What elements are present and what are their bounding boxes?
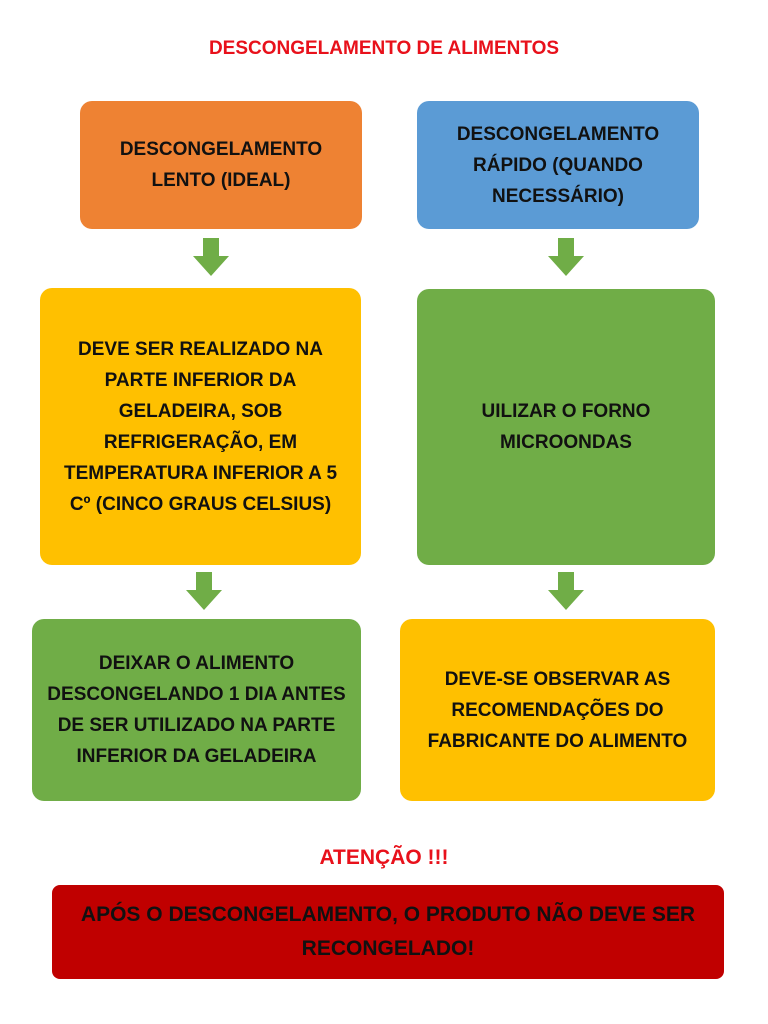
slow-thaw-step1-box bbox=[40, 288, 361, 565]
warning-text: APÓS O DESCONGELAMENTO, O PRODUTO NÃO DEVE SER RECONGELADO! bbox=[80, 903, 696, 960]
fast-thaw-step1-box bbox=[417, 289, 715, 565]
fast-thaw-header-text: DESCONGELAMENTO RÁPIDO (QUANDO NECESSÁRIO) bbox=[456, 123, 660, 207]
slow-thaw-step1-text: DEVE SER REALIZADO NA PARTE INFERIOR DA GELADEIRA, SOB REFRIGERAÇÃO, EM TEMPERATURA INFERIOR A 5 Cº (CINCO GRAUS CELSIUS) bbox=[63, 338, 338, 515]
page-title: DESCONGELAMENTO DE ALIMENTOS bbox=[208, 38, 560, 59]
fast-thaw-step2-text: DEVE-SE OBSERVAR AS RECOMENDAÇÕES DO FABRICANTE DO ALIMENTO bbox=[427, 668, 688, 752]
fast-thaw-step1-text: UILIZAR O FORNO MICROONDAS bbox=[481, 401, 651, 453]
slow-thaw-step2-box bbox=[32, 619, 361, 801]
arrow-down-icon bbox=[184, 572, 224, 612]
arrow-down-icon bbox=[546, 238, 586, 278]
slow-thaw-header-text: DESCONGELAMENTO LENTO (IDEAL) bbox=[119, 139, 323, 191]
attention-heading: ATENÇÃO !!! bbox=[319, 846, 449, 869]
arrow-down-icon bbox=[546, 572, 586, 612]
warning-box bbox=[52, 885, 724, 979]
arrow-down-icon bbox=[191, 238, 231, 278]
slow-thaw-step2-text: DEIXAR O ALIMENTO DESCONGELANDO 1 DIA ANTES DE SER UTILIZADO NA PARTE INFERIOR DA GELADEIRA bbox=[47, 653, 346, 767]
fast-thaw-header-box bbox=[417, 101, 699, 229]
fast-thaw-step2-box bbox=[400, 619, 715, 801]
slow-thaw-header-box bbox=[80, 101, 362, 229]
